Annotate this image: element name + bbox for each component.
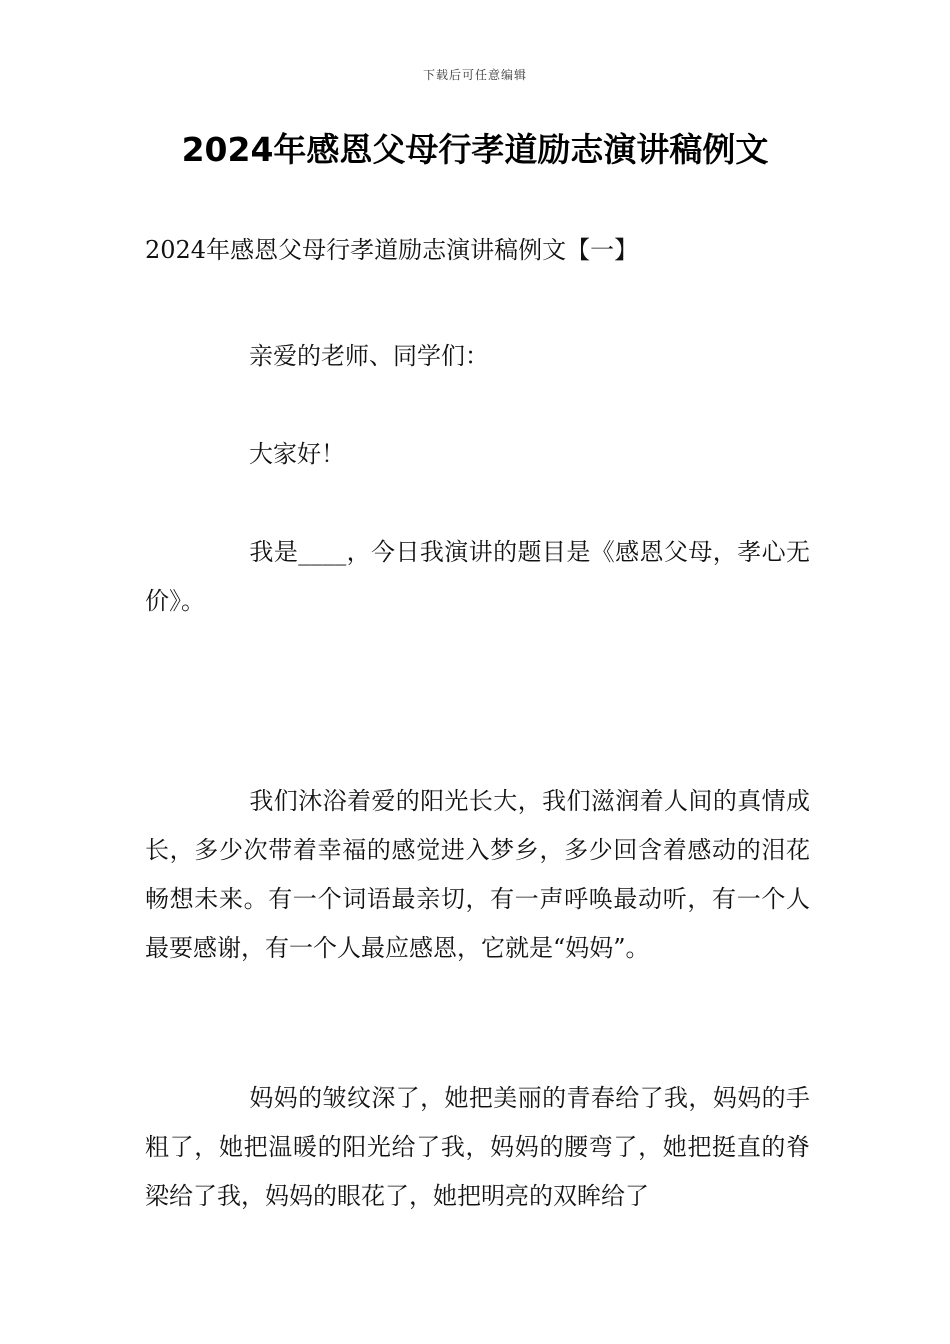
intro-text: 我是____，今日我演讲的题目是《感恩父母，孝心无价》。 [145, 538, 810, 615]
hello-text: 大家好！ [249, 440, 345, 468]
body-paragraph [145, 1074, 810, 1221]
body-paragraph [145, 777, 810, 973]
body-text: 妈妈的皱纹深了，她把美丽的青春给了我，妈妈的手粗了，她把温暖的阳光给了我，妈妈的腰弯了，她把挺直的脊梁给了我，妈妈的眼花了，她把明亮的双眸给了 [145, 1084, 810, 1210]
greeting-text: 亲爱的老师、同学们： [249, 342, 489, 370]
greeting-paragraph [145, 332, 810, 381]
hello-paragraph [145, 430, 810, 479]
body-text: 我们沐浴着爱的阳光长大，我们滋润着人间的真情成长，多少次带着幸福的感觉进入梦乡，多少回含着感动的泪花畅想未来。有一个词语最亲切，有一声呼唤最动听，有一个人最要感谢，有一个人最应感恩，它就是“妈妈”。 [145, 787, 810, 962]
header-note: 下载后可任意编辑 [422, 68, 527, 82]
intro-paragraph [145, 528, 810, 626]
section-title: 2024年感恩父母行孝道励志演讲稿例文【一】 [145, 236, 639, 264]
document-title: 2024年感恩父母行孝道励志演讲稿例文 [181, 130, 769, 169]
